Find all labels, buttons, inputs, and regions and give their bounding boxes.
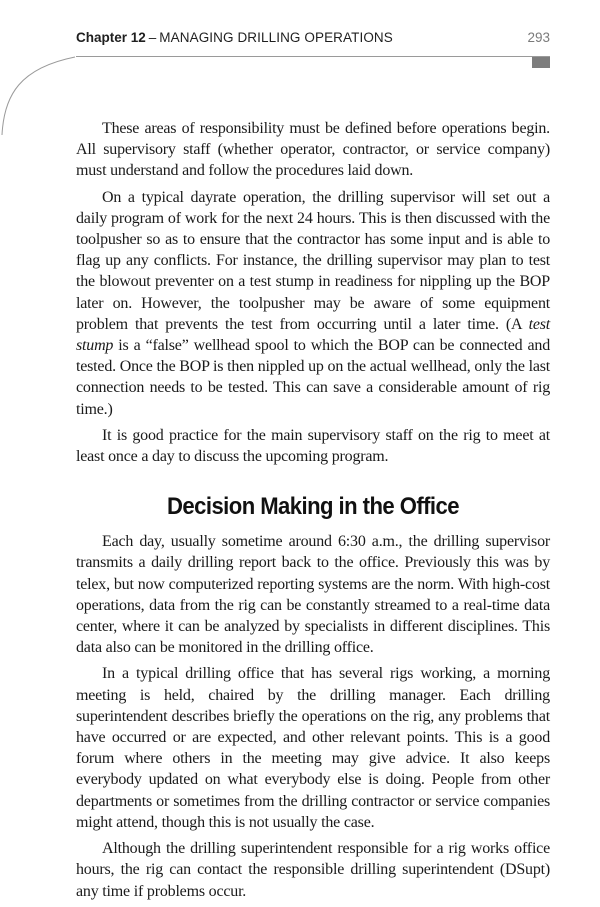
section-heading: Decision Making in the Office <box>167 493 459 521</box>
paragraph: In a typical drilling office that has several rigs working, a morning meeting is held, chaired by the drilling manager. Each drilling superintendent describes briefly the operations on the rig, any problems that have occurred or are expected, and other relevant points. This is a good forum where others in the meeting may give advice. It also keeps everybody updated on what everybody else is doing. People from other departments or sometimes from the drilling contractor or service companies might attend, though this is not usually the case. <box>76 665 550 831</box>
header-rule <box>76 56 550 57</box>
chapter-label: Chapter 12 <box>76 30 146 45</box>
running-header <box>76 30 550 50</box>
header-separator: – <box>148 30 157 45</box>
paragraph <box>76 187 550 420</box>
paragraph-text: On a typical dayrate operation, the drilling supervisor will set out a daily program of work for the next 24 hours. This is then discussed with the toolpusher so as to ensure that the contractor has some input and is able to flag up any conflicts. For instance, the drilling supervisor may plan to test the blowout preventer on a test stump in readiness for nippling up the BOP later on. However, the toolpusher may be aware of some equipment problem that prevents the test from occurring until a later time. (A <box>76 188 550 333</box>
italic-term: test stump <box>76 315 550 355</box>
header-tab-marker <box>532 57 550 68</box>
page-body <box>76 118 550 907</box>
paragraph-text: is a “false” wellhead spool to which the BOP can be connected and tested. Once the BOP is then nippled up on the actual wellhead, only the last connection needs to be tested. This can save a considerable amount of rig time.) <box>76 337 550 418</box>
paragraph: Although the drilling superintendent responsible for a rig works office hours, the rig can contact the responsible drilling superintendent (DSupt) any time if problems occur. <box>76 840 550 900</box>
paragraph: These areas of responsibility must be defined before operations begin. All supervisory staff (whether operator, contractor, or service company) must understand and follow the procedures laid down. <box>76 120 550 180</box>
paragraph: Each day, usually sometime around 6:30 a.m., the drilling supervisor transmits a daily drilling report back to the office. Previously this was by telex, but now computerized reporting systems are the norm. With high-cost operations, data from the rig can be constantly streamed to a real-time data center, where it can be analyzed by specialists in different disciplines. This data also can be monitored in the drilling office. <box>76 533 550 657</box>
paragraph: It is good practice for the main supervisory staff on the rig to meet at least once a day to discuss the upcoming program. <box>76 426 550 466</box>
page-number: 293 <box>527 30 550 45</box>
chapter-title: MANAGING DRILLING OPERATIONS <box>159 30 393 45</box>
